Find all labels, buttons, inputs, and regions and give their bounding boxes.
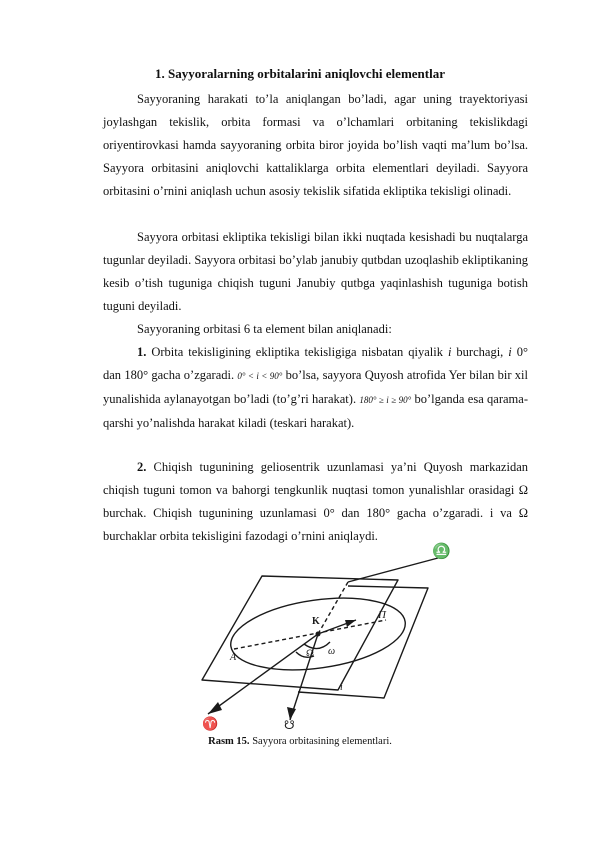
inclination-symbol: i [508, 345, 512, 359]
paragraph-element-2: 2. Chiqish tugunining geliosentrik uzunlamasi ya’ni Quyosh markazidan chiqish tuguni tomon va bahorgi tengkunlik nuqtasi tomon yunalishlar orasidagi Ω burchak. Chiqish tugunining uzunlamasi 0° dan 180° gacha o’zgaradi. i va Ω burchaklar orbita tekisligini fazodagi o’rnini aniqlaydi. [103, 460, 528, 543]
dashed-node-line [318, 582, 348, 634]
paragraph-2: Sayyora orbitasi ekliptika tekisligi bilan ikki nuqtada kesishadi bu nuqtalarga tugunlar deyiladi. Sayyora orbitasi bo’ylab janubiy qutbdan uzoqlashib ekliptikaning kesib o’tish tuguniga chiqish tuguni Janubiy qutbga yaqinlashish tuguniga botish tuguni deyiladi. [103, 230, 528, 313]
orbit-plane [298, 586, 428, 698]
paragraph-element-1: 1. Orbita tekisligining ekliptika tekisligiga nisbatan qiyalik i burchagi, i 0° dan 180° gacha o’zgaradi. 0° < i < 90° bo’lsa, sayyora Quyosh atrofida Yer bilan bir xil yunalishida aylanayotgan bo’ladi (to’g’ri harakat). 180° ≥ i ≥ 90° bo’lganda esa qarama-qarshi yo’nalishda harakat kiladi (teskari harakat). [103, 345, 529, 430]
libra-label: ♎ [432, 544, 451, 560]
node-angle-label: ☊ [306, 648, 314, 658]
math-inequality-direct: 0° < i < 90° [237, 371, 283, 381]
descending-node-label: ☋ [284, 718, 295, 732]
figure-caption [0, 736, 600, 747]
aphelion-label: A [230, 652, 237, 663]
paragraph-1: Sayyoraning harakati to’la aniqlangan bo’ladi, agar uning trayektoriyasi joylashgan tekislik, orbita formasi va o’lchamlari orbitaning tekislikdagi oriyentirovkasi hamda sayyoraning orbita biror joyida bo’lish vaqti ma’lum bo’lsa. Sayyora orbitasini aniqlovchi kattaliklarga orbita elementlari deyiladi. Sayyora orbitasini o’rnini aniqlash uchun asosiy tekislik sifatida ekliptika tekisligi olinadi. [103, 92, 528, 198]
aries-direction [208, 634, 318, 714]
center-label: K [312, 616, 320, 627]
ecliptic-plane [202, 576, 398, 690]
aries-label: ♈ [202, 716, 219, 731]
caption-text: Sayyora orbitasining elementlari. [249, 736, 392, 747]
sun-point [316, 632, 321, 637]
item-number: 2. [137, 460, 147, 474]
item-number: 1. [137, 345, 147, 359]
omega-label: ω [328, 646, 336, 657]
orbit-elements-figure [198, 544, 451, 732]
line-of-nodes [290, 634, 318, 720]
libra-direction [348, 558, 438, 582]
caption-label: Rasm 15. [208, 736, 250, 747]
aries-arrowhead [208, 702, 222, 714]
math-inequality-retrograde: 180° ≥ i ≥ 90° [359, 395, 412, 405]
paragraph-3: Sayyoraning orbitasi 6 ta element bilan aniqlanadi: [137, 322, 392, 336]
inclination-symbol: i [447, 345, 452, 359]
inclination-label: i [340, 682, 343, 693]
perihelion-label: Π [378, 609, 386, 621]
section-heading: 1. Sayyoralarning orbitalarini aniqlovchi elementlar [155, 66, 445, 81]
